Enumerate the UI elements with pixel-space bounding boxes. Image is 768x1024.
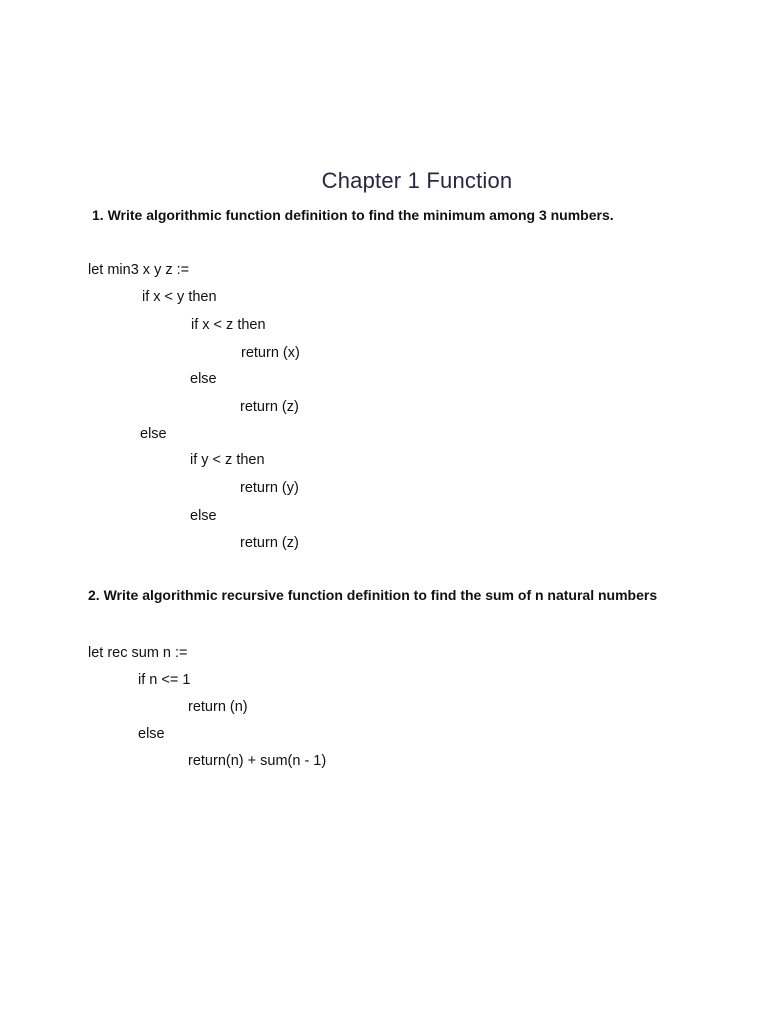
code-line: if y < z then — [190, 452, 265, 468]
code-line: let rec sum n := — [88, 645, 188, 661]
code-line: else — [138, 726, 165, 742]
code-line: return (y) — [240, 480, 299, 496]
code-line: return (n) — [188, 699, 248, 715]
code-line: else — [190, 371, 217, 387]
code-line: if x < y then — [142, 289, 217, 305]
question-2-heading: 2. Write algorithmic recursive function definition to find the sum of n natural numbers — [88, 587, 658, 603]
code-line: return (x) — [241, 345, 300, 361]
code-line: else — [140, 426, 167, 442]
code-line: return(n) + sum(n - 1) — [188, 753, 327, 769]
code-line: let min3 x y z := — [88, 262, 190, 278]
code-line: else — [190, 508, 217, 524]
code-line: return (z) — [240, 535, 299, 551]
question-1-heading: 1. Write algorithmic function definition to find the minimum among 3 numbers. — [92, 207, 614, 223]
code-line: if x < z then — [191, 317, 266, 333]
code-line: return (z) — [240, 399, 299, 415]
code-line: if n <= 1 — [138, 672, 191, 688]
page-title: Chapter 1 Function — [321, 168, 513, 193]
